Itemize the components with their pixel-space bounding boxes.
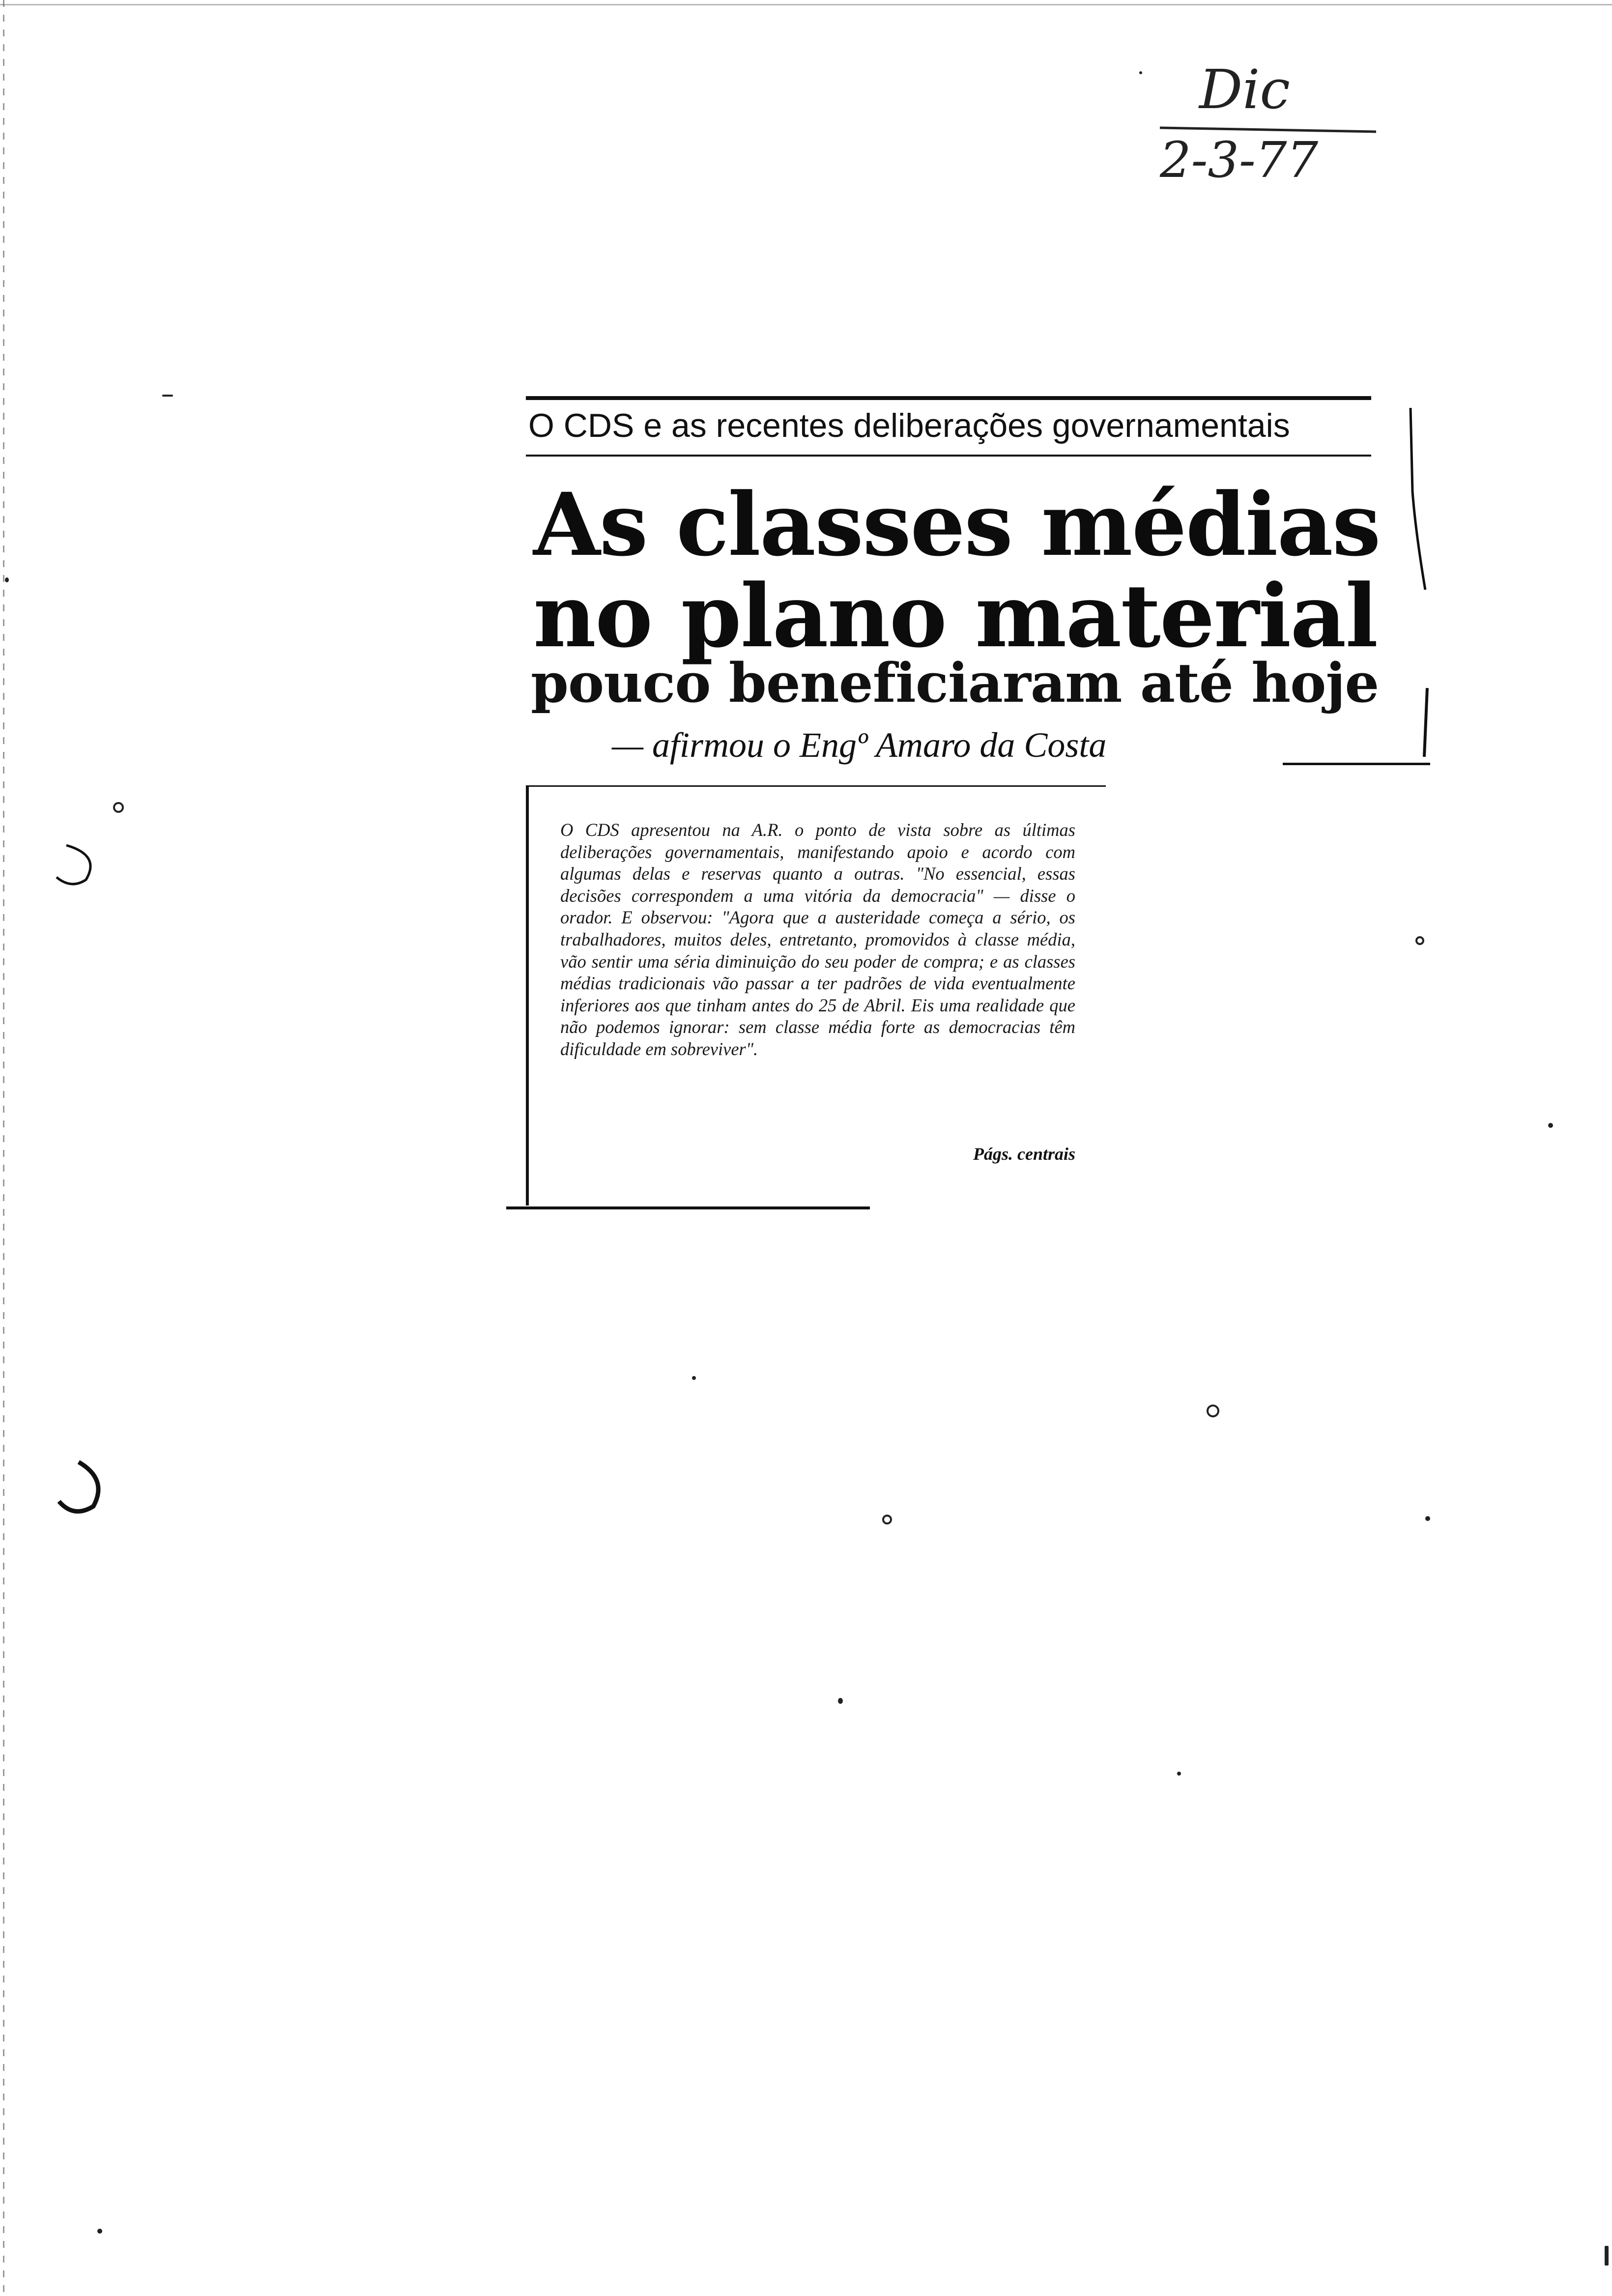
page-reference: Págs. centrais (973, 1144, 1075, 1164)
scan-speck (1415, 936, 1424, 945)
scan-speck (1139, 71, 1142, 74)
article-byline: — afirmou o Engº Amaro da Costa (612, 725, 1107, 765)
binder-hole-mark-1 (47, 835, 106, 894)
headline-line-1: As classes médias (533, 474, 1380, 575)
scan-speck (5, 577, 9, 582)
scan-speck (882, 1515, 892, 1524)
handwritten-source: Dic (1199, 58, 1290, 121)
article-kicker: O CDS e as recentes deliberações governamentais (528, 407, 1290, 444)
scan-speck (1548, 1123, 1553, 1128)
scan-speck (692, 1376, 696, 1380)
margin-bracket-mark (1396, 403, 1435, 767)
scan-speck (1605, 2246, 1609, 2266)
article-subheadline: pouco beneficiaram até hoje (531, 651, 1379, 715)
scan-speck (1425, 1516, 1430, 1521)
scan-left-edge (3, 0, 4, 2296)
scan-speck (1207, 1405, 1219, 1417)
bottom-rule (506, 1206, 870, 1209)
handwritten-date: 2-3-77 (1160, 131, 1319, 189)
binder-hole-mark-2 (49, 1455, 113, 1523)
article-body: O CDS apresentou na A.R. o ponto de vista sobre as últimas deliberações governamentais, manifestando apoio e acordo com algumas delas e reservas quanto a outras. "No essencial, essas decisões correspondem a uma vitória da democracia" — disse o orador. E observou: "Agora que a austeridade começa a sério, os trabalhadores, muitos deles, entretanto, promovidos à classe média, vão sentir uma séria diminuição do seu poder de compra; e as classes médias tradicionais vão passar a ter padrões de vida eventualmente inferiores aos que tinham antes do 25 de Abril. Eis uma realidade que não podemos ignorar: sem classe média forte as democracias têm dificuldade em sobreviver". (560, 820, 1075, 1059)
scan-speck (162, 395, 173, 397)
kicker-underline (526, 455, 1371, 457)
headline-line-2: no plano material (533, 565, 1378, 667)
body-box-top-border (526, 785, 1106, 787)
scan-speck (97, 2229, 102, 2234)
top-rule (526, 396, 1371, 400)
byline-right-rule (1283, 763, 1430, 765)
article-headline (533, 474, 1380, 667)
handwritten-archive-mark (1140, 49, 1396, 197)
scan-speck (113, 802, 124, 813)
scan-speck (1177, 1772, 1181, 1776)
scan-top-edge (0, 4, 1612, 5)
handwriting-svg (1140, 49, 1396, 197)
body-box-left-border (526, 785, 529, 1205)
scan-speck (838, 1698, 843, 1704)
